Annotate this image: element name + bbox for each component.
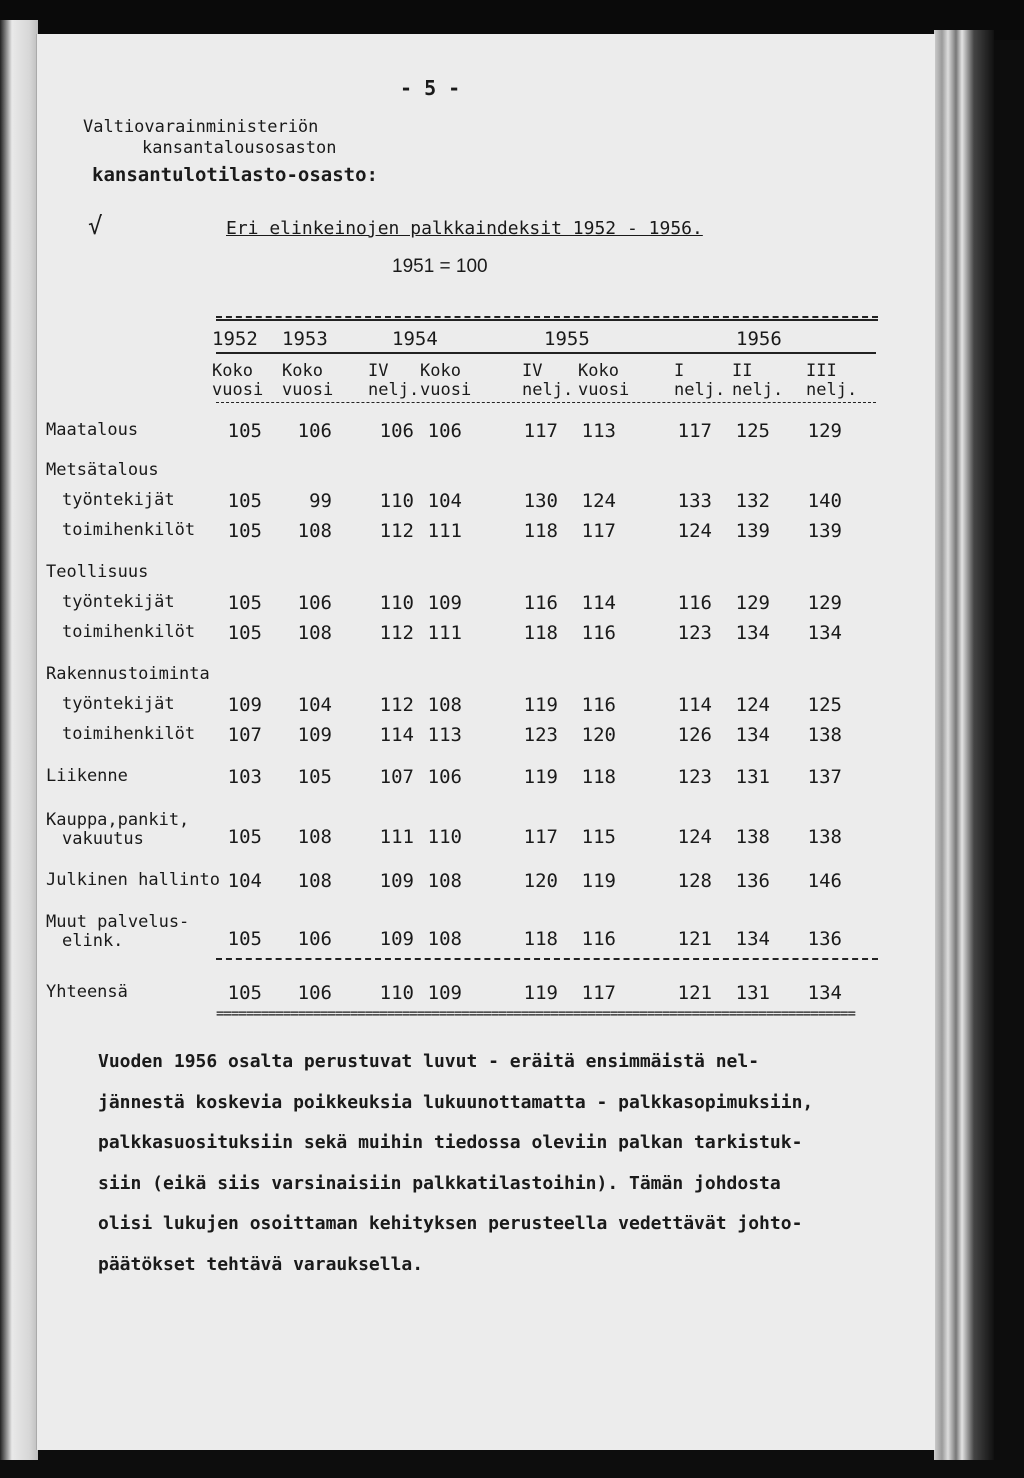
- table-cell: 108: [427, 928, 462, 950]
- table-cell: 123: [677, 622, 712, 644]
- table-cell: 128: [677, 870, 712, 892]
- table-cell: 119: [523, 766, 558, 788]
- table-cell: 109: [427, 592, 462, 614]
- row-label: Yhteensä: [46, 982, 128, 1002]
- table-cell: 129: [735, 592, 770, 614]
- table-cell: 118: [523, 928, 558, 950]
- table-cell: 103: [227, 766, 262, 788]
- table-cell: 129: [807, 420, 842, 442]
- column-header-line2: vuosi: [420, 380, 472, 400]
- table-cell: 130: [523, 490, 558, 512]
- table-cell: 123: [523, 724, 558, 746]
- table-cell: 134: [735, 724, 770, 746]
- row-label: Muut palvelus-: [46, 912, 190, 932]
- table-cell: 134: [807, 982, 842, 1004]
- column-header-line2: vuosi: [282, 380, 334, 400]
- table-cell: 107: [379, 766, 414, 788]
- column-header-line2: vuosi: [578, 380, 630, 400]
- row-label: toimihenkilöt: [62, 520, 196, 540]
- row-label: Teollisuus: [46, 562, 149, 582]
- table-cell: 109: [427, 982, 462, 1004]
- table-cell: 117: [581, 982, 616, 1004]
- table-cell: 104: [297, 694, 332, 716]
- row-label: Kauppa,pankit,: [46, 810, 190, 830]
- year-header: 1954: [392, 328, 438, 350]
- table-cell: 104: [427, 490, 462, 512]
- table-cell: 114: [379, 724, 414, 746]
- row-label-cont: elink.: [62, 931, 124, 951]
- table-cell: 108: [297, 826, 332, 848]
- table-cell: 117: [677, 420, 712, 442]
- year-underline: [216, 352, 876, 354]
- column-header-line1: Koko: [282, 361, 323, 381]
- table-cell: 106: [427, 766, 462, 788]
- table-cell: 116: [677, 592, 712, 614]
- table-cell: 125: [735, 420, 770, 442]
- footnote-paragraph: [98, 1042, 888, 1286]
- table-cell: 105: [227, 928, 262, 950]
- table-cell: 105: [297, 766, 332, 788]
- table-cell: 111: [379, 826, 414, 848]
- row-label: Maatalous: [46, 420, 139, 440]
- year-header: 1955: [544, 328, 590, 350]
- table-cell: 124: [735, 694, 770, 716]
- total-top-rule: [216, 958, 878, 960]
- table-title: Eri elinkeinojen palkkaindeksit 1952 - 1956.: [226, 218, 703, 239]
- column-header-line2: vuosi: [212, 380, 264, 400]
- column-header-line2: nelj.: [368, 380, 420, 400]
- table-cell: 131: [735, 766, 770, 788]
- table-cell: 109: [379, 928, 414, 950]
- table-cell: 111: [427, 622, 462, 644]
- table-cell: 109: [379, 870, 414, 892]
- table-top-rule: [216, 316, 878, 318]
- table-cell: 121: [677, 928, 712, 950]
- column-header-line1: Koko: [420, 361, 461, 381]
- year-header: 1953: [282, 328, 328, 350]
- table-cell: 139: [735, 520, 770, 542]
- table-cell: 111: [427, 520, 462, 542]
- table-cell: 106: [297, 592, 332, 614]
- table-cell: 114: [677, 694, 712, 716]
- table-cell: 116: [581, 694, 616, 716]
- table-cell: 137: [807, 766, 842, 788]
- row-label: työntekijät: [62, 694, 175, 714]
- header-bottom-rule: [216, 402, 876, 403]
- table-cell: 134: [735, 928, 770, 950]
- table-cell: 119: [523, 982, 558, 1004]
- column-header-line1: IV: [522, 361, 543, 381]
- column-header-line2: nelj.: [674, 380, 726, 400]
- table-cell: 138: [807, 724, 842, 746]
- table-cell: 105: [227, 490, 262, 512]
- table-cell: 110: [379, 982, 414, 1004]
- row-label: Metsätalous: [46, 460, 159, 480]
- column-header-line1: II: [732, 361, 753, 381]
- table-cell: 118: [581, 766, 616, 788]
- table-cell: 105: [227, 622, 262, 644]
- table-cell: 105: [227, 982, 262, 1004]
- column-header-line1: I: [674, 361, 685, 381]
- table-cell: 116: [581, 622, 616, 644]
- table-cell: 105: [227, 420, 262, 442]
- table-cell: 106: [379, 420, 414, 442]
- scan-left-edge: [0, 20, 38, 1460]
- table-cell: 123: [677, 766, 712, 788]
- table-cell: 121: [677, 982, 712, 1004]
- column-header-line1: Koko: [212, 361, 253, 381]
- table-cell: 126: [677, 724, 712, 746]
- table-cell: 138: [735, 826, 770, 848]
- table-cell: 116: [581, 928, 616, 950]
- table-cell: 105: [227, 520, 262, 542]
- table-cell: 112: [379, 622, 414, 644]
- row-label: työntekijät: [62, 592, 175, 612]
- table-cell: 116: [523, 592, 558, 614]
- table-cell: 131: [735, 982, 770, 1004]
- table-cell: 113: [581, 420, 616, 442]
- paragraph-line: palkkasuosituksiin sekä muihin tiedossa oleviin palkan tarkistuk-: [98, 1132, 803, 1154]
- table-cell: 133: [677, 490, 712, 512]
- table-cell: 112: [379, 694, 414, 716]
- column-header-line2: nelj.: [806, 380, 858, 400]
- table-cell: 109: [297, 724, 332, 746]
- department-line3: kansantulotilasto-osasto:: [92, 164, 378, 186]
- scan-right-edge: [934, 30, 994, 1460]
- table-cell: 120: [523, 870, 558, 892]
- table-cell: 105: [227, 592, 262, 614]
- row-label: työntekijät: [62, 490, 175, 510]
- row-label-cont: vakuutus: [62, 829, 144, 849]
- table-cell: 108: [427, 870, 462, 892]
- table-cell: 118: [523, 622, 558, 644]
- table-cell: 119: [581, 870, 616, 892]
- table-cell: 132: [735, 490, 770, 512]
- table-top-rule-solid: [216, 319, 878, 321]
- column-header-line2: nelj.: [522, 380, 574, 400]
- column-header-line2: nelj.: [732, 380, 784, 400]
- table-cell: 112: [379, 520, 414, 542]
- table-cell: 104: [227, 870, 262, 892]
- table-cell: 129: [807, 592, 842, 614]
- table-cell: 113: [427, 724, 462, 746]
- table-cell: 110: [427, 826, 462, 848]
- paragraph-line: päätökset tehtävä varauksella.: [98, 1253, 424, 1275]
- column-header-line1: III: [806, 361, 837, 381]
- table-cell: 106: [427, 420, 462, 442]
- table-cell: 139: [807, 520, 842, 542]
- table-cell: 106: [297, 982, 332, 1004]
- table-cell: 106: [297, 420, 332, 442]
- row-label: Rakennustoiminta: [46, 664, 210, 684]
- table-cell: 110: [379, 490, 414, 512]
- table-cell: 114: [581, 592, 616, 614]
- paragraph-line: Vuoden 1956 osalta perustuvat luvut - eräitä ensimmäistä nel-: [98, 1051, 760, 1072]
- table-cell: 140: [807, 490, 842, 512]
- table-cell: 115: [581, 826, 616, 848]
- row-label: Liikenne: [46, 766, 128, 786]
- column-header-line1: IV: [368, 361, 389, 381]
- paragraph-line: olisi lukujen osoittaman kehityksen perusteella vedettävät johto-: [98, 1213, 803, 1235]
- year-header: 1956: [736, 328, 782, 350]
- table-cell: 119: [523, 694, 558, 716]
- department-line1: Valtiovarainministeriön: [83, 117, 319, 137]
- table-cell: 117: [523, 420, 558, 442]
- table-cell: 117: [581, 520, 616, 542]
- table-cell: 108: [427, 694, 462, 716]
- paragraph-line: siin (eikä siis varsinaisiin palkkatilastoihin). Tämän johdosta: [98, 1172, 781, 1194]
- table-cell: 106: [297, 928, 332, 950]
- table-cell: 108: [297, 520, 332, 542]
- table-cell: 124: [677, 826, 712, 848]
- table-cell: 105: [227, 826, 262, 848]
- table-cell: 110: [379, 592, 414, 614]
- page-number: - 5 -: [400, 76, 461, 100]
- table-cell: 136: [735, 870, 770, 892]
- year-header: 1952: [212, 328, 258, 350]
- table-cell: 120: [581, 724, 616, 746]
- table-cell: 134: [807, 622, 842, 644]
- table-cell: 109: [227, 694, 262, 716]
- table-cell: 125: [807, 694, 842, 716]
- table-cell: 134: [735, 622, 770, 644]
- table-cell: 108: [297, 622, 332, 644]
- table-cell: 124: [581, 490, 616, 512]
- table-cell: 124: [677, 520, 712, 542]
- base-year: 1951 = 100: [392, 256, 488, 277]
- table-cell: 146: [807, 870, 842, 892]
- table-cell: 99: [309, 490, 332, 512]
- table-cell: 138: [807, 826, 842, 848]
- paragraph-line: jännestä koskevia poikkeuksia lukuunottamatta - palkkasopimuksiin,: [98, 1091, 814, 1113]
- row-label: toimihenkilöt: [62, 724, 196, 744]
- double-rule: ======================================================================================: [216, 1006, 855, 1022]
- table-cell: 136: [807, 928, 842, 950]
- department-line2: kansantalousosaston: [142, 138, 337, 158]
- row-label: Julkinen hallinto: [46, 870, 220, 890]
- table-cell: 117: [523, 826, 558, 848]
- check-mark: √: [88, 212, 103, 240]
- table-cell: 107: [227, 724, 262, 746]
- column-header-line1: Koko: [578, 361, 619, 381]
- table-cell: 118: [523, 520, 558, 542]
- table-cell: 108: [297, 870, 332, 892]
- row-label: toimihenkilöt: [62, 622, 196, 642]
